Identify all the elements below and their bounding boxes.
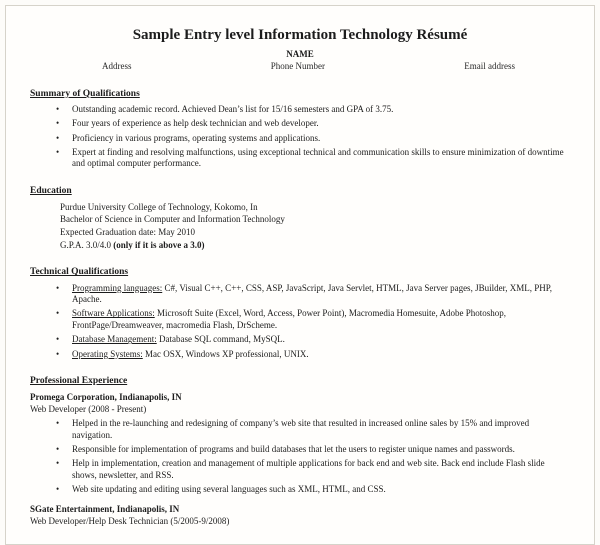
bullet-text: Outstanding academic record. Achieved Dean’s list for 15/16 semesters and GPA of 3.75. [72,104,394,115]
tech-category-items: C#, Visual C++, C++, CSS, ASP, JavaScript, Java Servlet, HTML, Java Server pages, JBuilder, XML, PHP, Apache. [72,282,552,305]
bullet-text [72,349,570,361]
list-item [30,133,570,145]
list-item [30,418,570,441]
job-bullet-list [30,418,570,496]
job-title: Web Developer (2008 - Present) [30,404,147,415]
phone-placeholder: Phone Number [270,61,325,72]
bullet-marker [56,349,72,361]
section-experience [30,375,570,528]
tech-category-label: Software Applications: [72,308,155,319]
bullet-marker [56,484,72,496]
tech-category-label: Operating Systems: [72,348,143,359]
technical-bullet-list [30,283,570,361]
bullet-marker [56,118,72,130]
education-degree: Bachelor of Science in Computer and Information Technology [60,214,285,225]
tech-category-items: Mac OSX, Windows XP professional, UNIX. [142,348,309,359]
section-summary [30,88,570,170]
bullet-text: Proficiency in various programs, operating systems and applications. [72,132,321,143]
address-placeholder: Address [102,61,132,72]
section-education [30,185,570,251]
education-school: Purdue University College of Technology, Kokomo, In [60,201,258,212]
bullet-text: Responsible for implementation of programs and build databases that let the users to register unique names and passwords. [72,443,515,454]
bullet-text [72,283,570,306]
job-entry [30,392,570,496]
section-heading-summary: Summary of Qualifications [30,88,140,99]
tech-category-items: Microsoft Suite (Excel, Word, Access, Power Point), Macromedia Homesuite, Adobe Photoshop, FrontPage/Dreamweaver, macromedia Flash, DrScheme. [72,308,507,331]
summary-bullet-list [30,104,570,170]
list-item [30,308,570,331]
tech-category-label: Programming languages: [72,282,163,293]
bullet-marker [56,458,72,470]
bullet-marker [56,283,72,295]
bullet-marker [56,133,72,145]
section-heading-technical: Technical Qualifications [30,267,129,278]
page-title: Sample Entry level Information Technology Résumé [132,27,468,43]
list-item [30,458,570,481]
bullet-marker [56,308,72,320]
bullet-text: Help in implementation, creation and management of multiple applications for back end and web site. Back end include Flash slide shows, newsletter, and RSS. [72,458,545,480]
section-heading-education: Education [30,186,72,197]
education-gpa [60,240,570,252]
list-item [30,118,570,130]
gpa-value: G.P.A. 3.0/4.0 [60,239,114,250]
list-item [30,104,570,116]
bullet-text [72,334,570,346]
tech-category-label: Database Management: [72,334,157,345]
bullet-marker [56,418,72,430]
bullet-text: Web site updating and editing using several languages such as XML, HTML, and CSS. [72,483,386,494]
section-heading-experience: Professional Experience [30,376,128,387]
bullet-marker [56,334,72,346]
company-name: Promega Corporation, Indianapolis, IN [30,391,182,402]
education-details [30,202,570,252]
bullet-text: Helped in the re-launching and redesigning of company’s web site that resulted in increased online sales by 15% and improved navigation. [72,417,530,440]
job-entry [30,504,570,528]
list-item [30,283,570,306]
gpa-note: (only if it is above a 3.0) [113,239,205,250]
list-item [30,349,570,361]
list-item [30,147,570,170]
job-title: Web Developer/Help Desk Technician (5/2005-9/2008) [30,516,230,527]
bullet-marker [56,104,72,116]
bullet-text: Four years of experience as help desk technician and web developer. [72,118,319,129]
email-placeholder: Email address [464,61,515,72]
name-placeholder: NAME [286,48,314,59]
bullet-marker [56,444,72,456]
section-technical [30,266,570,360]
bullet-text [72,308,570,331]
contact-row [30,60,570,73]
tech-category-items: Database SQL command, MySQL. [156,334,285,345]
list-item [30,484,570,496]
company-name: SGate Entertainment, Indianapolis, IN [30,503,180,514]
list-item [30,444,570,456]
bullet-marker [56,147,72,159]
education-graduation: Expected Graduation date: May 2010 [60,226,195,237]
list-item [30,334,570,346]
bullet-text: Expert at finding and resolving malfunctions, using exceptional technical and communication skills to ensure minimization of downtime and optimal computer performance. [72,146,564,169]
